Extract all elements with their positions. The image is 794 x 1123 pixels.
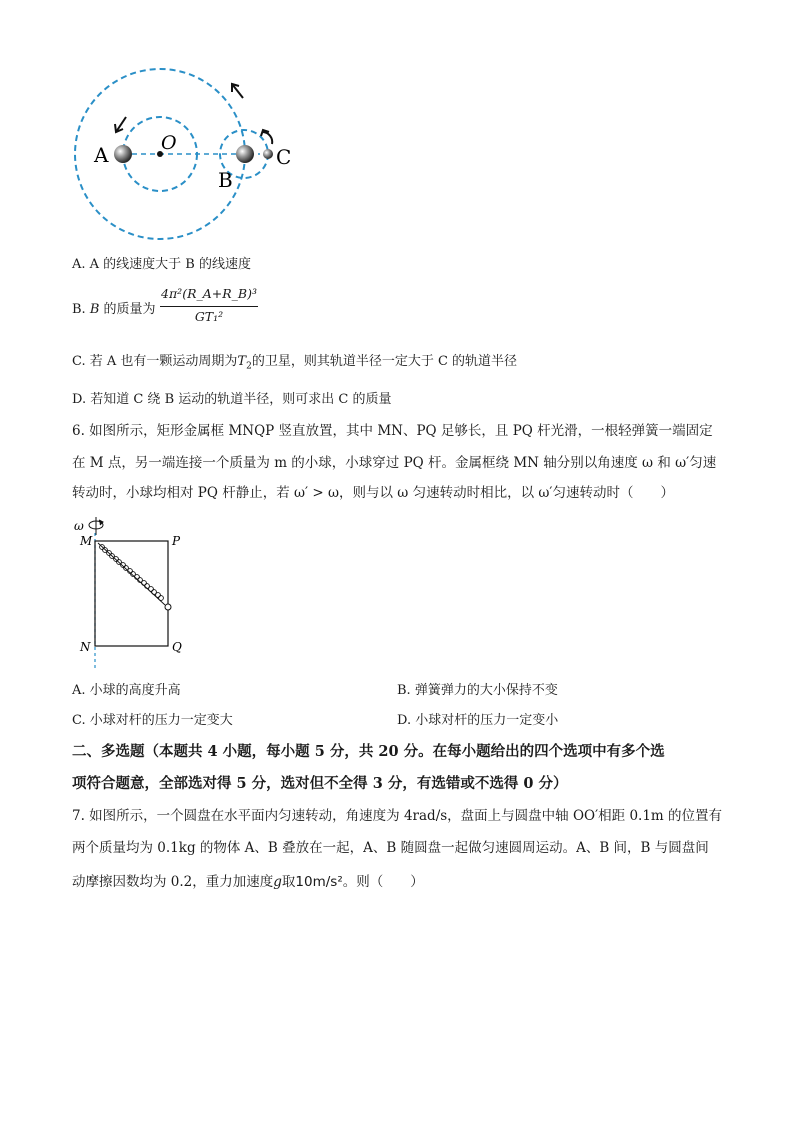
label-m: M <box>80 534 93 548</box>
fraction-denominator: GT₁² <box>194 309 224 324</box>
q5-option-c-var: T <box>237 354 247 369</box>
orbit-diagram <box>60 60 310 250</box>
section2-title-line2: 项符合题意，全部选对得 5 分，选对但不全得 3 分，有选错或不选得 0 分） <box>72 775 568 792</box>
q7-stem-line3 <box>72 872 424 892</box>
q7-line3-mid: 取 <box>281 874 296 890</box>
q5-mass-fraction <box>160 285 258 327</box>
q7-line3-post: 。则（ ） <box>342 874 424 890</box>
small-ball <box>165 604 171 610</box>
q6-stem-line2: 在 M 点，另一端连接一个质量为 m 的小球，小球穿过 PQ 杆。金属框绕 MN 轴分别以角速度 ω 和 ω′匀速 <box>72 455 717 471</box>
q6-stem-line3: 转动时，小球均相对 PQ 杆静止，若 ω′ > ω，则与以 ω 匀速转动时相比，以 ω′匀速转动时（ ） <box>72 485 674 501</box>
label-c: C <box>276 145 292 169</box>
label-b: B <box>218 168 233 192</box>
frame-diagram <box>70 513 200 668</box>
q7-line3-pre: 动摩擦因数均为 0.2，重力加速度 <box>72 874 274 890</box>
q5-option-b-prefix: B. <box>72 302 90 317</box>
section2-title-line1: 二、多选题（本题共 4 小题，每小题 5 分，共 20 分。在每小题给出的四个选项中有多个选 <box>72 743 665 760</box>
q7-line3-value: 10m/s² <box>295 874 343 890</box>
q5-option-b-text: 的质量为 <box>103 302 156 317</box>
omega-label: ω <box>74 519 84 533</box>
ball-b <box>236 145 254 163</box>
q5-option-a: A. A 的线速度大于 B 的线速度 <box>72 257 251 272</box>
label-o: O <box>161 132 177 154</box>
label-p: P <box>172 534 181 548</box>
q5-option-c <box>72 352 517 377</box>
arrow-c-orbit-icon <box>261 130 272 144</box>
q7-line3-var: g <box>273 874 282 890</box>
label-a: A <box>94 143 109 167</box>
q5-option-d: D. 若知道 C 绕 B 运动的轨道半径，则可求出 C 的质量 <box>72 392 392 407</box>
q7-stem-line2: 两个质量均为 0.1kg 的物体 A、B 叠放在一起，A、B 随圆盘一起做匀速圆周运动。A、B 间，B 与圆盘间 <box>72 840 709 856</box>
q5-option-c-sub: 2 <box>246 361 252 372</box>
q6-option-a: A. 小球的高度升高 <box>72 683 181 698</box>
fraction-numerator: 4π²(R_A+R_B)³ <box>160 285 258 307</box>
q5-option-b <box>72 300 156 320</box>
q6-option-c: C. 小球对杆的压力一定变大 <box>72 713 233 728</box>
ball-a <box>114 145 132 163</box>
label-n: N <box>80 640 91 654</box>
q7-stem-line1: 7. 如图所示，一个圆盘在水平面内匀速转动，角速度为 4rad/s，盘面上与圆盘中轴 OO′相距 0.1m 的位置有 <box>72 808 723 824</box>
q6-option-d: D. 小球对杆的压力一定变小 <box>397 713 559 728</box>
ball-c <box>263 149 273 159</box>
rotation-arrow-icon <box>89 517 103 535</box>
metal-frame <box>95 541 168 646</box>
arrow-large-orbit-icon <box>232 84 243 98</box>
q6-option-b: B. 弹簧弹力的大小保持不变 <box>397 683 558 698</box>
q5-option-b-var: B <box>89 302 100 317</box>
arrow-a-icon <box>115 117 126 132</box>
label-q: Q <box>172 640 182 654</box>
spring <box>98 543 165 605</box>
q5-option-c-post: 的卫星，则其轨道半径一定大于 C 的轨道半径 <box>251 354 518 369</box>
q5-option-c-pre: C. 若 A 也有一颗运动周期为 <box>72 354 238 369</box>
q6-stem-line1: 6. 如图所示，矩形金属框 MNQP 竖直放置，其中 MN、PQ 足够长，且 PQ 杆光滑，一根轻弹簧一端固定 <box>72 423 713 439</box>
